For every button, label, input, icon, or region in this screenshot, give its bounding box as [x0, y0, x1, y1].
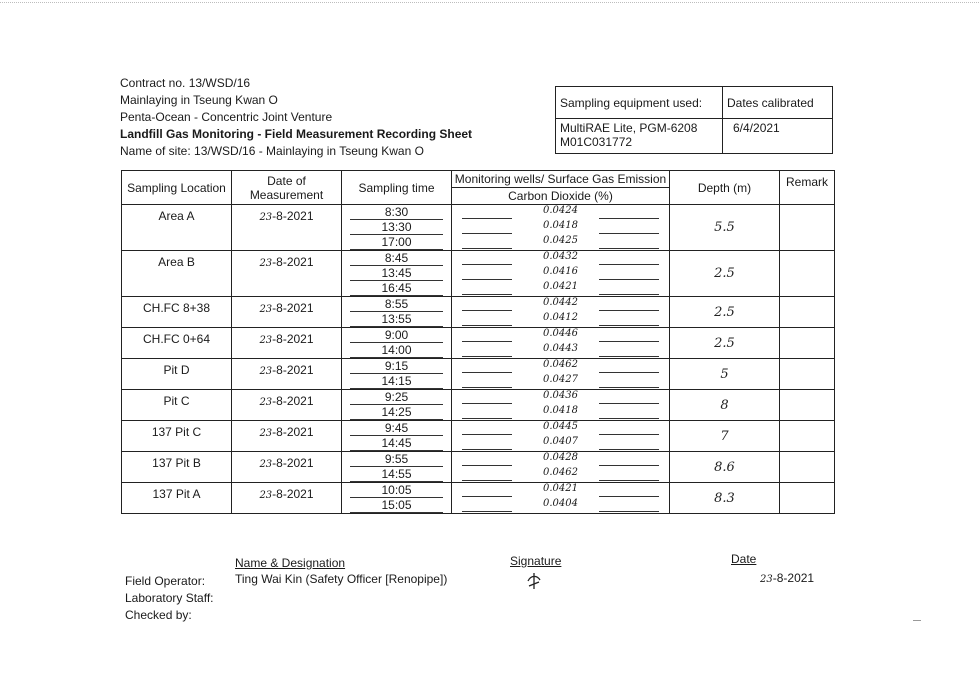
- fill-line: [462, 310, 512, 311]
- field-operator-date: [760, 571, 814, 585]
- sampling-time: 13:30: [350, 220, 443, 235]
- sampling-time: 9:45: [350, 421, 443, 436]
- sampling-times: [342, 251, 452, 297]
- fill-line: [462, 511, 512, 512]
- depth-value: 2.5: [670, 297, 780, 328]
- co2-reading-row: [452, 421, 669, 436]
- sampling-time: 14:45: [350, 436, 443, 451]
- signature-mark: [522, 571, 546, 591]
- fill-line: [462, 372, 512, 373]
- co2-values: [452, 205, 670, 251]
- measurement-date-day: 23: [259, 428, 273, 439]
- sampling-time: 14:25: [350, 405, 443, 420]
- table-row: [122, 359, 835, 390]
- co2-reading-row: [452, 483, 669, 498]
- fill-line: [462, 434, 512, 435]
- depth-value: 8.6: [670, 452, 780, 483]
- fill-line: [462, 403, 512, 404]
- sampling-times: [342, 483, 452, 514]
- co2-reading-row: [452, 251, 669, 266]
- co2-values: [452, 251, 670, 297]
- depth-value: 5: [670, 359, 780, 390]
- field-operator-date-rest: -8-2021: [772, 571, 815, 585]
- co2-reading: 0.0427: [543, 374, 578, 385]
- sampling-location: Pit D: [122, 359, 232, 390]
- sampling-time: 9:00: [350, 328, 443, 343]
- sampling-time: 10:05: [350, 483, 443, 498]
- sampling-time: 8:30: [350, 205, 443, 220]
- co2-reading: 0.0412: [543, 312, 578, 323]
- contract-number: Contract no. 13/WSD/16: [120, 76, 251, 90]
- table-row: [122, 297, 835, 328]
- measurement-date-day: 23: [259, 459, 273, 470]
- header-depth: Depth (m): [670, 171, 780, 205]
- co2-values: [452, 421, 670, 452]
- measurement-date-day: 23: [259, 304, 273, 315]
- equipment-model: [556, 119, 723, 154]
- co2-reading-row: [452, 205, 669, 220]
- remark-cell: [780, 421, 835, 452]
- fill-line: [462, 496, 512, 497]
- co2-reading: 0.0418: [543, 405, 578, 416]
- fill-line: [462, 325, 512, 326]
- fill-line: [599, 449, 659, 450]
- fill-line: [599, 496, 659, 497]
- sampling-times: [342, 421, 452, 452]
- measurement-date-rest: -8-2021: [272, 209, 314, 223]
- measurement-date-rest: -8-2021: [272, 332, 314, 346]
- scan-edge-line: [0, 2, 979, 3]
- sampling-location: 137 Pit C: [122, 421, 232, 452]
- sampling-times: [342, 452, 452, 483]
- co2-reading-row: [452, 235, 669, 250]
- remark-cell: [780, 328, 835, 359]
- field-operator-name: Ting Wai Kin (Safety Officer [Renopipe]): [235, 572, 448, 586]
- depth-value: 2.5: [670, 251, 780, 297]
- measurement-date-rest: -8-2021: [272, 456, 314, 470]
- dates-calibrated-label: Dates calibrated: [723, 87, 833, 119]
- sampling-time: 13:45: [350, 266, 443, 281]
- co2-reading-row: [452, 328, 669, 343]
- name-designation-label: Name & Designation: [235, 556, 346, 570]
- fill-line: [599, 403, 659, 404]
- fill-line: [599, 418, 659, 419]
- equipment-serial: M01C031772: [560, 135, 633, 149]
- table-row: [122, 452, 835, 483]
- co2-reading: 0.0428: [543, 452, 578, 463]
- sampling-location: 137 Pit B: [122, 452, 232, 483]
- co2-reading-row: [452, 436, 669, 451]
- calibration-date: 6/4/2021: [723, 119, 833, 154]
- measurement-date-rest: -8-2021: [272, 394, 314, 408]
- co2-reading-row: [452, 281, 669, 296]
- site-name: Name of site: 13/WSD/16 - Mainlaying in Tseung Kwan O: [120, 144, 424, 158]
- header-remark: Remark: [780, 171, 835, 205]
- sampling-time: 13:55: [350, 312, 443, 327]
- sampling-time: 15:05: [350, 498, 443, 513]
- co2-reading: 0.0424: [543, 205, 578, 216]
- co2-reading: 0.0418: [543, 220, 578, 231]
- sampling-time: 16:45: [350, 281, 443, 296]
- sampling-times: [342, 390, 452, 421]
- remark-cell: [780, 251, 835, 297]
- remark-cell: [780, 297, 835, 328]
- co2-reading-row: [452, 467, 669, 482]
- remark-cell: [780, 452, 835, 483]
- measurement-date: [232, 328, 342, 359]
- measurement-date: [232, 297, 342, 328]
- fill-line: [599, 218, 659, 219]
- sampling-time: 9:25: [350, 390, 443, 405]
- fill-line: [462, 480, 512, 481]
- fill-line: [599, 434, 659, 435]
- fill-line: [599, 233, 659, 234]
- co2-reading-row: [452, 405, 669, 420]
- co2-values: [452, 390, 670, 421]
- laboratory-staff-label: Laboratory Staff:: [125, 591, 214, 605]
- co2-values: [452, 452, 670, 483]
- measurement-date-day: 23: [259, 335, 273, 346]
- table-row: [122, 251, 835, 297]
- date-label: Date: [731, 552, 757, 566]
- sampling-times: [342, 297, 452, 328]
- sampling-time: 8:55: [350, 297, 443, 312]
- table-row: [122, 390, 835, 421]
- fill-line: [599, 325, 659, 326]
- checked-by-label: Checked by:: [125, 608, 192, 622]
- header-date-of-measurement: Date of Measurement: [232, 171, 342, 205]
- fill-line: [599, 294, 659, 295]
- sampling-time: 14:55: [350, 467, 443, 482]
- fill-line: [599, 264, 659, 265]
- fill-line: [599, 372, 659, 373]
- measurement-date: [232, 251, 342, 297]
- sheet-title: Landfill Gas Monitoring - Field Measurement Recording Sheet: [120, 127, 473, 141]
- fill-line: [462, 387, 512, 388]
- equipment-table: [555, 86, 833, 154]
- co2-values: [452, 297, 670, 328]
- fill-line: [462, 418, 512, 419]
- measurement-date-day: 23: [259, 490, 273, 501]
- header-carbon-dioxide: Carbon Dioxide (%): [452, 188, 670, 205]
- sampling-times: [342, 359, 452, 390]
- sampling-time: 17:00: [350, 235, 443, 250]
- co2-reading: 0.0404: [543, 498, 578, 509]
- fill-line: [462, 356, 512, 357]
- co2-reading-row: [452, 374, 669, 389]
- contractor-name: Penta-Ocean - Concentric Joint Venture: [120, 110, 333, 124]
- fill-line: [599, 387, 659, 388]
- header-sampling-time: Sampling time: [342, 171, 452, 205]
- sampling-times: [342, 205, 452, 251]
- depth-value: 8.3: [670, 483, 780, 514]
- fill-line: [462, 465, 512, 466]
- fill-line: [599, 356, 659, 357]
- measurement-date: [232, 390, 342, 421]
- fill-line: [599, 465, 659, 466]
- fill-line: [462, 218, 512, 219]
- depth-value: 7: [670, 421, 780, 452]
- sampling-time: 8:45: [350, 251, 443, 266]
- fill-line: [462, 279, 512, 280]
- co2-values: [452, 483, 670, 514]
- co2-reading: 0.0446: [543, 328, 578, 339]
- co2-reading: 0.0462: [543, 467, 578, 478]
- co2-reading: 0.0407: [543, 436, 578, 447]
- measurement-date: [232, 483, 342, 514]
- sampling-location: 137 Pit A: [122, 483, 232, 514]
- co2-reading: 0.0443: [543, 343, 578, 354]
- field-operator-label: Field Operator:: [125, 574, 206, 588]
- co2-reading: 0.0416: [543, 266, 578, 277]
- sampling-location: CH.FC 8+38: [122, 297, 232, 328]
- equipment-model-name: MultiRAE Lite, PGM-6208: [560, 121, 698, 135]
- depth-value: 5.5: [670, 205, 780, 251]
- co2-reading: 0.0421: [543, 281, 578, 292]
- co2-reading: 0.0421: [543, 483, 578, 494]
- measurement-date-rest: -8-2021: [272, 255, 314, 269]
- field-operator-date-day: 23: [760, 574, 773, 585]
- fill-line: [599, 341, 659, 342]
- table-row: [122, 421, 835, 452]
- table-row: [122, 205, 835, 251]
- fill-line: [462, 248, 512, 249]
- scan-mark: [913, 620, 921, 621]
- co2-reading-row: [452, 266, 669, 281]
- measurement-date: [232, 421, 342, 452]
- co2-reading: 0.0432: [543, 251, 578, 262]
- measurement-date: [232, 359, 342, 390]
- fill-line: [599, 310, 659, 311]
- document-header: [120, 75, 472, 160]
- co2-reading: 0.0436: [543, 390, 578, 401]
- measurement-date-rest: -8-2021: [272, 425, 314, 439]
- co2-values: [452, 328, 670, 359]
- sampling-location: Pit C: [122, 390, 232, 421]
- remark-cell: [780, 359, 835, 390]
- project-name: Mainlaying in Tseung Kwan O: [120, 93, 278, 107]
- co2-reading: 0.0445: [543, 421, 578, 432]
- table-row: [122, 483, 835, 514]
- measurement-date-day: 23: [259, 212, 273, 223]
- sampling-time: 9:55: [350, 452, 443, 467]
- depth-value: 2.5: [670, 328, 780, 359]
- fill-line: [599, 480, 659, 481]
- sampling-time: 14:15: [350, 374, 443, 389]
- sampling-location: CH.FC 0+64: [122, 328, 232, 359]
- fill-line: [599, 279, 659, 280]
- measurement-date-rest: -8-2021: [272, 487, 314, 501]
- measurement-date-day: 23: [259, 397, 273, 408]
- co2-reading: 0.0462: [543, 359, 578, 370]
- table-row: [122, 328, 835, 359]
- measurement-date-day: 23: [259, 366, 273, 377]
- fill-line: [462, 264, 512, 265]
- co2-reading-row: [452, 390, 669, 405]
- fill-line: [462, 233, 512, 234]
- co2-reading-row: [452, 297, 669, 312]
- co2-reading: 0.0425: [543, 235, 578, 246]
- co2-reading: 0.0442: [543, 297, 578, 308]
- equipment-used-label: Sampling equipment used:: [556, 87, 723, 119]
- remark-cell: [780, 205, 835, 251]
- measurement-date-rest: -8-2021: [272, 363, 314, 377]
- co2-reading-row: [452, 312, 669, 327]
- co2-reading-row: [452, 359, 669, 374]
- co2-reading-row: [452, 452, 669, 467]
- sampling-location: Area B: [122, 251, 232, 297]
- measurement-date: [232, 452, 342, 483]
- signature-label: Signature: [510, 554, 562, 568]
- co2-reading-row: [452, 343, 669, 358]
- measurement-date: [232, 205, 342, 251]
- measurement-date-day: 23: [259, 258, 273, 269]
- co2-values: [452, 359, 670, 390]
- fill-line: [462, 341, 512, 342]
- remark-cell: [780, 390, 835, 421]
- fill-line: [462, 294, 512, 295]
- fill-line: [599, 511, 659, 512]
- sampling-times: [342, 328, 452, 359]
- fill-line: [462, 449, 512, 450]
- header-monitoring-wells: Monitoring wells/ Surface Gas Emission: [452, 171, 670, 188]
- sampling-time: 9:15: [350, 359, 443, 374]
- depth-value: 8: [670, 390, 780, 421]
- fill-line: [599, 248, 659, 249]
- co2-reading-row: [452, 498, 669, 513]
- co2-reading-row: [452, 220, 669, 235]
- header-sampling-location: Sampling Location: [122, 171, 232, 205]
- sampling-time: 14:00: [350, 343, 443, 358]
- measurement-table: [121, 170, 835, 514]
- sampling-location: Area A: [122, 205, 232, 251]
- remark-cell: [780, 483, 835, 514]
- measurement-date-rest: -8-2021: [272, 301, 314, 315]
